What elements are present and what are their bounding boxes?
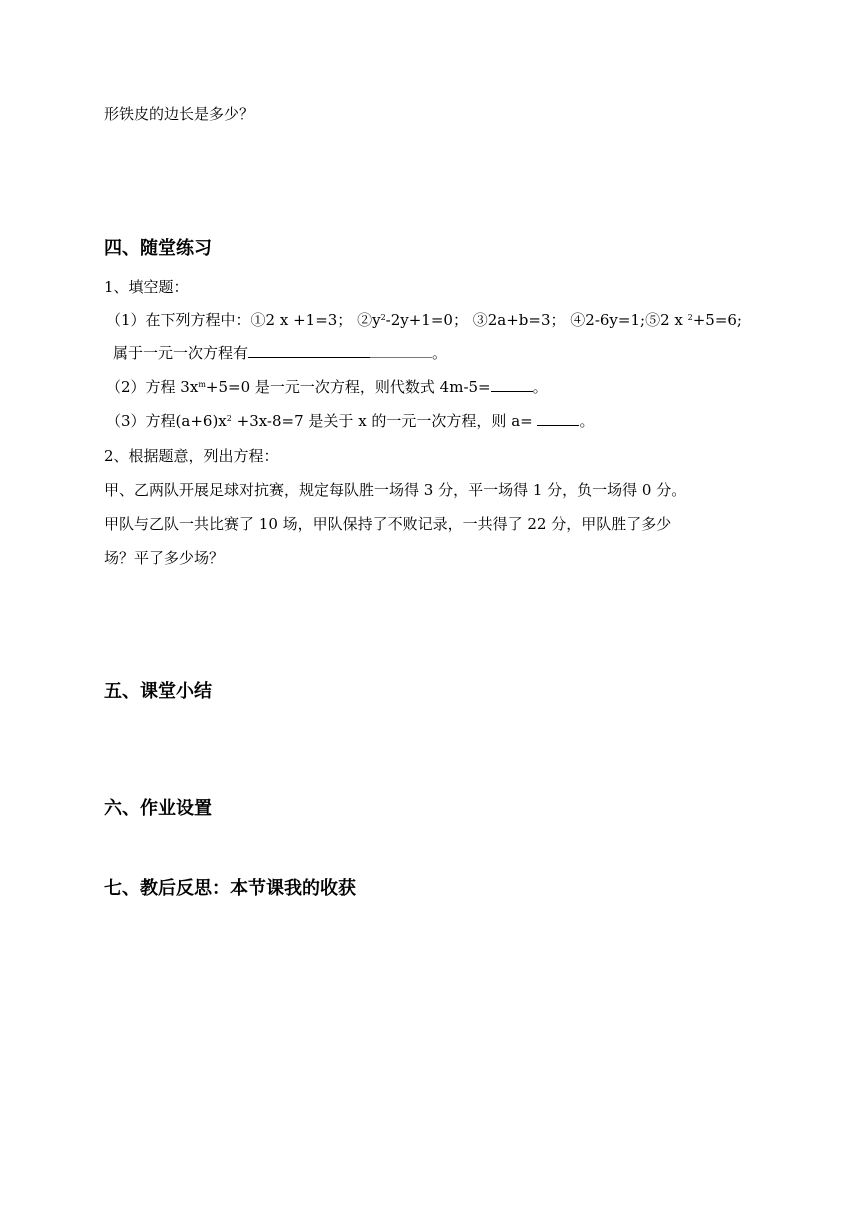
question-2-line-2: 甲队与乙队一共比赛了 10 场，甲队保持了不败记录，一共得了 22 分，甲队胜了多少 [104, 515, 672, 533]
question-2-label: 2、根据题意，列出方程： [104, 447, 279, 465]
exponent: 2 [687, 313, 693, 322]
question-1-3-prefix: （3）方程(a+6)x [106, 412, 227, 430]
question-2-line-1: 甲、乙两队开展足球对抗赛，规定每队胜一场得 3 分，平一场得 1 分，负一场得 0 分。 [104, 481, 687, 499]
exponent: 2 [380, 313, 386, 322]
exponent: 2 [226, 414, 232, 423]
question-1-1-end: +5=6; [692, 311, 742, 329]
question-1-1-mid: -2y+1=0； ③2a+b=3； ④2-6y=1;⑤2 x [385, 311, 688, 329]
question-1-2-mid: +5=0 是一元一次方程，则代数式 4m-5= [205, 378, 491, 396]
question-1-2 [106, 377, 548, 397]
question-1-2-suffix: 。 [532, 378, 548, 396]
exponent: m [198, 380, 206, 389]
question-1-3-mid: +3x-8=7 是关于 x 的一元一次方程，则 a= [231, 412, 538, 430]
answer-prefix: 属于一元一次方程有 [113, 344, 249, 362]
question-2-line-3: 场？平了多少场？ [104, 549, 225, 567]
intro-text: 形铁皮的边长是多少？ [104, 105, 255, 123]
question-1-3 [106, 411, 595, 431]
answer-blank[interactable] [537, 411, 579, 426]
question-1-1-answer [113, 343, 447, 363]
section-5-title: 五、课堂小结 [104, 681, 212, 702]
section-4-title: 四、随堂练习 [104, 238, 212, 259]
question-1-label: 1、填空题： [104, 278, 189, 296]
question-1-3-suffix: 。 [579, 412, 595, 430]
section-7-title: 七、教后反思：本节课我的收获 [104, 878, 356, 899]
answer-blank[interactable] [491, 377, 533, 392]
answer-blank-extension[interactable] [370, 343, 432, 358]
question-1-1-prefix: （1）在下列方程中：①2 x +1=3； ②y [106, 311, 381, 329]
answer-blank[interactable] [248, 343, 370, 358]
question-1-1 [106, 310, 742, 330]
question-1-2-prefix: （2）方程 3x [106, 378, 199, 396]
answer-suffix: 。 [432, 344, 448, 362]
section-6-title: 六、作业设置 [104, 798, 212, 819]
